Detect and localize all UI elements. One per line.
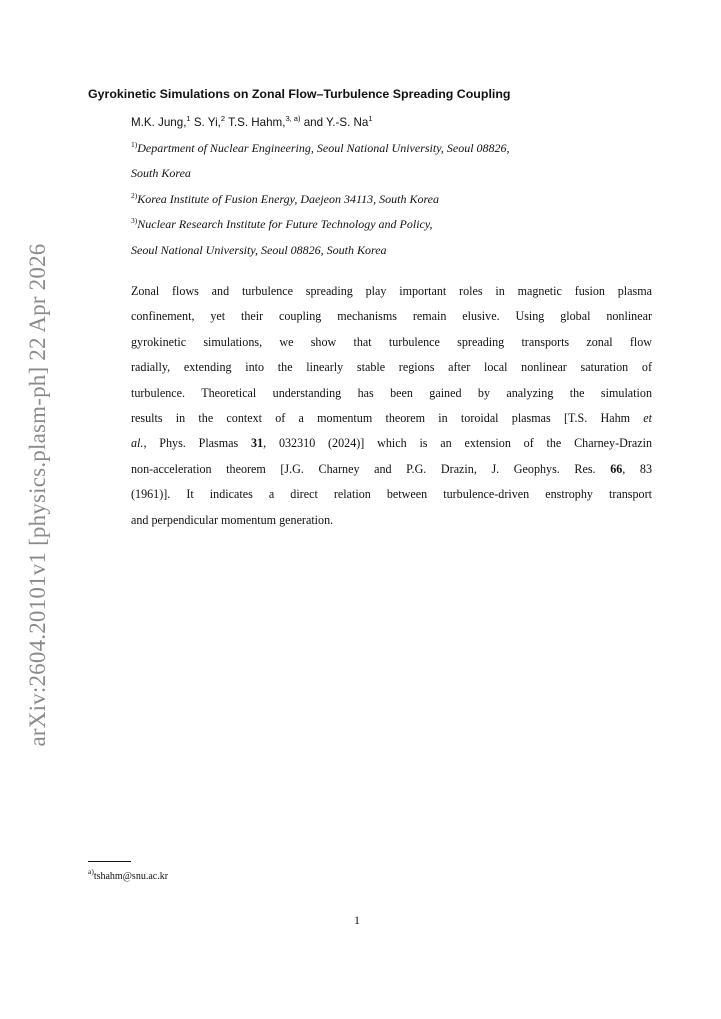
abstract-line (131, 457, 652, 482)
affiliation-text: Nuclear Research Institute for Future Technology and Policy, (137, 217, 433, 231)
abstract-line: Zonal flows and turbulence spreading play important roles in magnetic fusion plasma (131, 284, 652, 298)
author-name: S. Yi, (193, 116, 221, 129)
abstract-line: gyrokinetic simulations, we show that turbulence spreading transports zonal flow (131, 334, 652, 349)
abstract-italic-text: et (643, 410, 652, 425)
affiliation-text: South Korea (131, 166, 191, 180)
abstract-line: and perpendicular momentum generation. (131, 512, 334, 527)
abstract-line (131, 406, 652, 431)
abstract-text: , Phys. Plasmas (143, 436, 252, 451)
abstract-line: radially, extending into the linearly stable regions after local nonlinear saturation of (131, 360, 652, 375)
affiliation-3 (131, 217, 433, 232)
author-affiliation-marker: 2 (220, 114, 226, 123)
abstract-text: , 83 (622, 461, 653, 476)
abstract-text: results in the context of a momentum theorem in toroidal plasmas [T.S. Hahm (131, 410, 644, 425)
footnote-marker: a) (88, 867, 94, 876)
author-name: T.S. Hahm, (228, 116, 286, 129)
footnote (88, 867, 169, 882)
abstract-line (131, 431, 652, 456)
author-affiliation-marker: 1 (368, 114, 373, 123)
affiliation-3-continued (131, 243, 387, 258)
affiliation-text: Department of Nuclear Engineering, Seoul National University, Seoul 08826, (137, 141, 510, 155)
abstract-line: confinement, yet their coupling mechanisms remain elusive. Using global nonlinear (131, 309, 652, 324)
abstract-text: non-acceleration theorem [J.G. Charney and P.G. Drazin, J. Geophys. Res. (131, 461, 611, 476)
author-affiliation-marker: 3, a) (285, 114, 301, 123)
affiliation-marker: 3) (131, 216, 138, 225)
abstract-italic-text: al. (131, 436, 144, 451)
author-name: and Y.-S. Na (303, 116, 369, 129)
page-number: 1 (354, 913, 360, 927)
affiliation-text: Korea Institute of Fusion Energy, Daejeon 34113, South Korea (137, 192, 439, 206)
affiliation-marker: 1) (131, 140, 138, 149)
abstract (131, 279, 652, 533)
journal-volume: 31 (251, 436, 264, 451)
affiliation-marker: 2) (131, 191, 138, 200)
footnote-email: tshahm@snu.ac.kr (93, 871, 169, 882)
journal-volume: 66 (610, 461, 623, 476)
abstract-text: , 032310 (2024)] which is an extension of the Charney-Drazin (263, 436, 652, 451)
affiliation-2 (131, 192, 439, 207)
affiliation-1 (131, 141, 510, 156)
footnote-rule (88, 861, 131, 862)
arxiv-identifier-stamp: arXiv:2604.20101v1 [physics.plasm-ph] 22 Apr 2026 (25, 243, 50, 747)
paper-title: Gyrokinetic Simulations on Zonal Flow–Turbulence Spreading Coupling (88, 87, 511, 101)
author-list (131, 116, 373, 129)
affiliation-1-continued (131, 166, 191, 181)
author-name: M.K. Jung, (131, 116, 187, 129)
author-affiliation-marker: 1 (186, 114, 191, 123)
abstract-line: (1961)]. It indicates a direct relation between turbulence-driven enstrophy transport (131, 487, 652, 502)
affiliation-text: Seoul National University, Seoul 08826, South Korea (131, 243, 387, 257)
abstract-line: turbulence. Theoretical understanding has been gained by analyzing the simulation (131, 385, 652, 400)
